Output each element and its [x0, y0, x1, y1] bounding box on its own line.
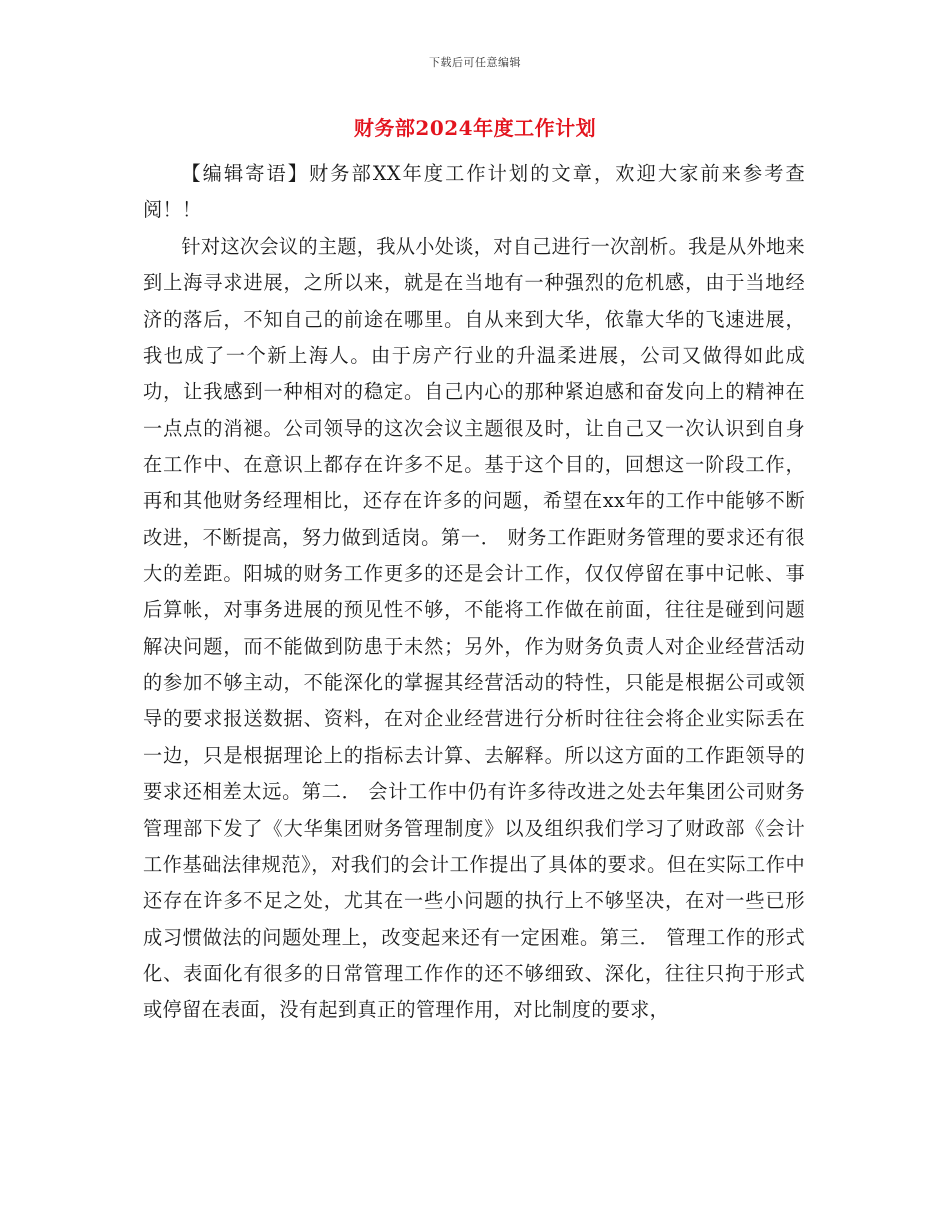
document-title: 财务部2024年度工作计划 [353, 116, 597, 140]
editor-note-paragraph: 【编辑寄语】财务部XX年度工作计划的文章，欢迎大家前来参考查阅！！ [143, 162, 805, 222]
body-paragraph: 针对这次会议的主题，我从小处谈，对自己进行一次剖析。我是从外地来到上海寻求进展，之所以来，就是在当地有一种强烈的危机感，由于当地经济的落后，不知自己的前途在哪里。自从来到大华，依靠大华的飞速进展，我也成了一个新上海人。由于房产行业的升温柔进展，公司又做得如此成功，让我感到一种相对的稳定。自己内心的那种紧迫感和奋发向上的精神在一点点的消褪。公司领导的这次会议主题很及时，让自己又一次认识到自身在工作中、在意识上都存在许多不足。基于这个目的，回想这一阶段工作，再和其他财务经理相比，还存在许多的问题，希望在xx年的工作中能够不断改进，不断提高，努力做到适岗。第一． 财务工作距财务管理的要求还有很大的差距。阳城的财务工作更多的还是会计工作，仅仅停留在事中记帐、事后算帐，对事务进展的预见性不够，不能将工作做在前面，往往是碰到问题解决问题，而不能做到防患于未然；另外，作为财务负责人对企业经营活动的参加不够主动，不能深化的掌握其经营活动的特性，只能是根据公司或领导的要求报送数据、资料，在对企业经营进行分析时往往会将企业实际丢在一边，只是根据理论上的指标去计算、去解释。所以这方面的工作距领导的要求还相差太远。第二． 会计工作中仍有许多待改进之处去年集团公司财务管理部下发了《大华集团财务管理制度》以及组织我们学习了财政部《会计工作基础法律规范》，对我们的会计工作提出了具体的要求。但在实际工作中还存在许多不足之处，尤其在一些小问题的执行上不够坚决，在对一些已形成习惯做法的问题处理上，改变起来还有一定困难。第三． 管理工作的形式化、表面化有很多的日常管理工作作的还不够细致、深化，往往只拘于形式或停留在表面，没有起到真正的管理作用，对比制度的要求， [143, 235, 805, 1022]
header-note: 下载后可任意编辑 [429, 56, 521, 69]
